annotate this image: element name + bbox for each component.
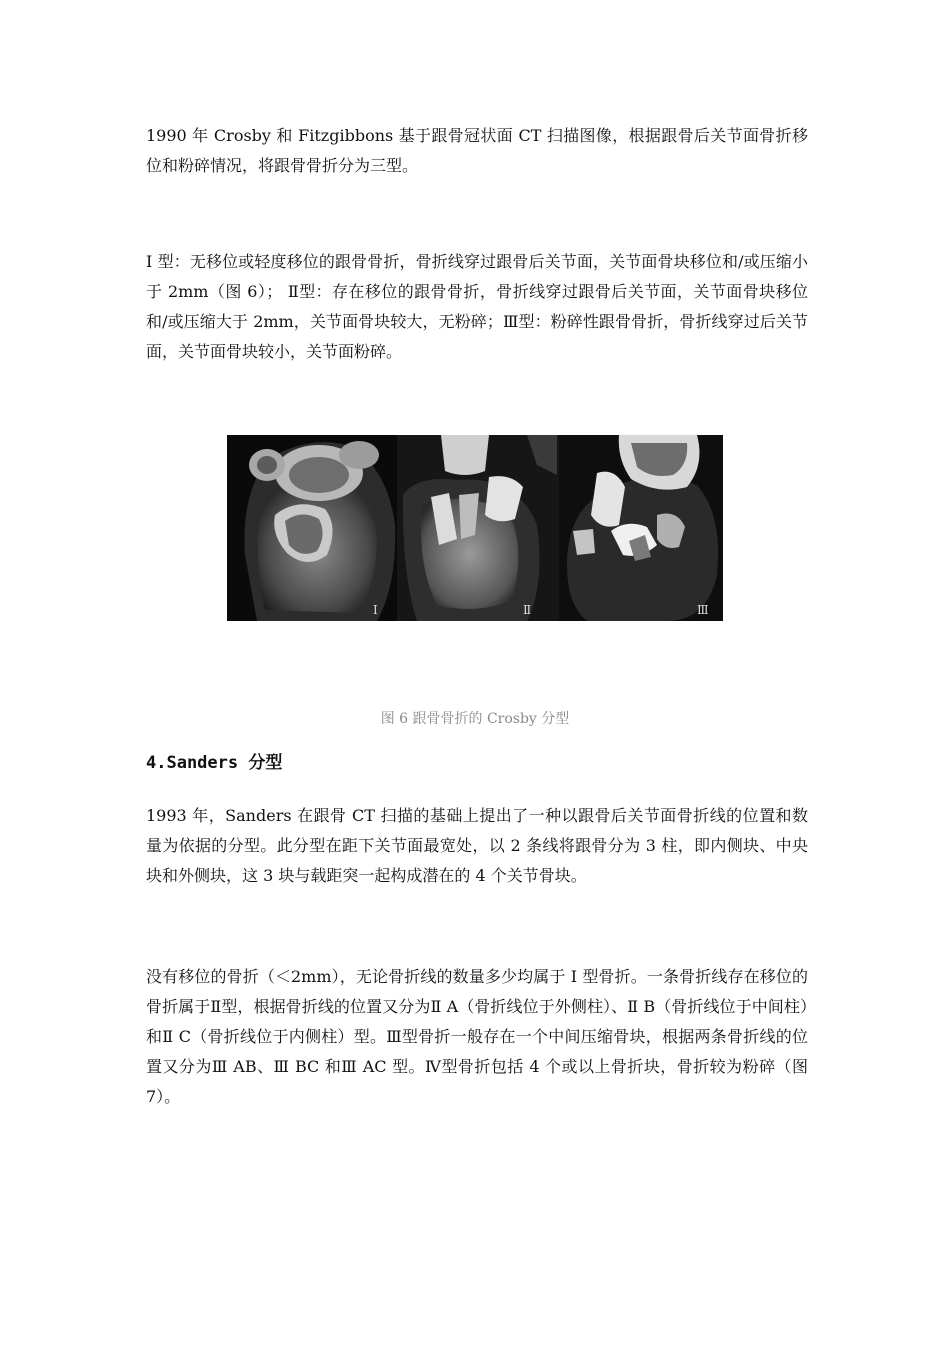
figure-caption: 图 6 跟骨骨折的 Crosby 分型: [380, 711, 570, 727]
ct-panel-2: [397, 435, 559, 621]
section-heading: 4.Sanders 分型: [146, 753, 283, 773]
panel-3-label: Ⅲ: [697, 603, 709, 617]
panel-2-label: Ⅱ: [523, 603, 532, 617]
ct-figure: [227, 435, 723, 621]
ct-panel-3: [559, 435, 723, 621]
sanders-intro-paragraph: 1993 年，Sanders 在跟骨 CT 扫描的基础上提出了一种以跟骨后关节面骨折线的位置和数量为依据的分型。此分型在距下关节面最宽处，以 2 条线将跟骨分为 3 柱，即内侧块、中央块和外侧块，这 3 块与载距突一起构成潜在的 4 个关节骨块。: [146, 806, 808, 885]
ct-panel-1: [244, 441, 395, 621]
crosby-types-paragraph: Ⅰ 型：无移位或轻度移位的跟骨骨折，骨折线穿过跟骨后关节面，关节面骨块移位和/或压缩小于 2mm（图 6）； Ⅱ型：存在移位的跟骨骨折，骨折线穿过跟骨后关节面，关节面骨块移位和/或压缩大于 2mm，关节面骨块较大，无粉碎；Ⅲ型：粉碎性跟骨骨折，骨折线穿过后关节面，关节面骨块较小，关节面粉碎。: [146, 252, 808, 361]
ct-scan-image: [227, 435, 723, 621]
intro-paragraph: 1990 年 Crosby 和 Fitzgibbons 基于跟骨冠状面 CT 扫描图像，根据跟骨后关节面骨折移位和粉碎情况，将跟骨骨折分为三型。: [146, 126, 808, 175]
panel-1-label: Ⅰ: [373, 603, 378, 617]
sanders-types-paragraph: 没有移位的骨折（＜2mm），无论骨折线的数量多少均属于 Ⅰ 型骨折。一条骨折线存在移位的骨折属于Ⅱ型，根据骨折线的位置又分为Ⅱ A（骨折线位于外侧柱）、Ⅱ B（骨折线位于中间柱）和Ⅱ C（骨折线位于内侧柱）型。Ⅲ型骨折一般存在一个中间压缩骨块，根据两条骨折线的位置又分为Ⅲ AB、Ⅲ BC 和Ⅲ AC 型。Ⅳ型骨折包括 4 个或以上骨折块，骨折较为粉碎（图 7）。: [146, 967, 808, 1106]
